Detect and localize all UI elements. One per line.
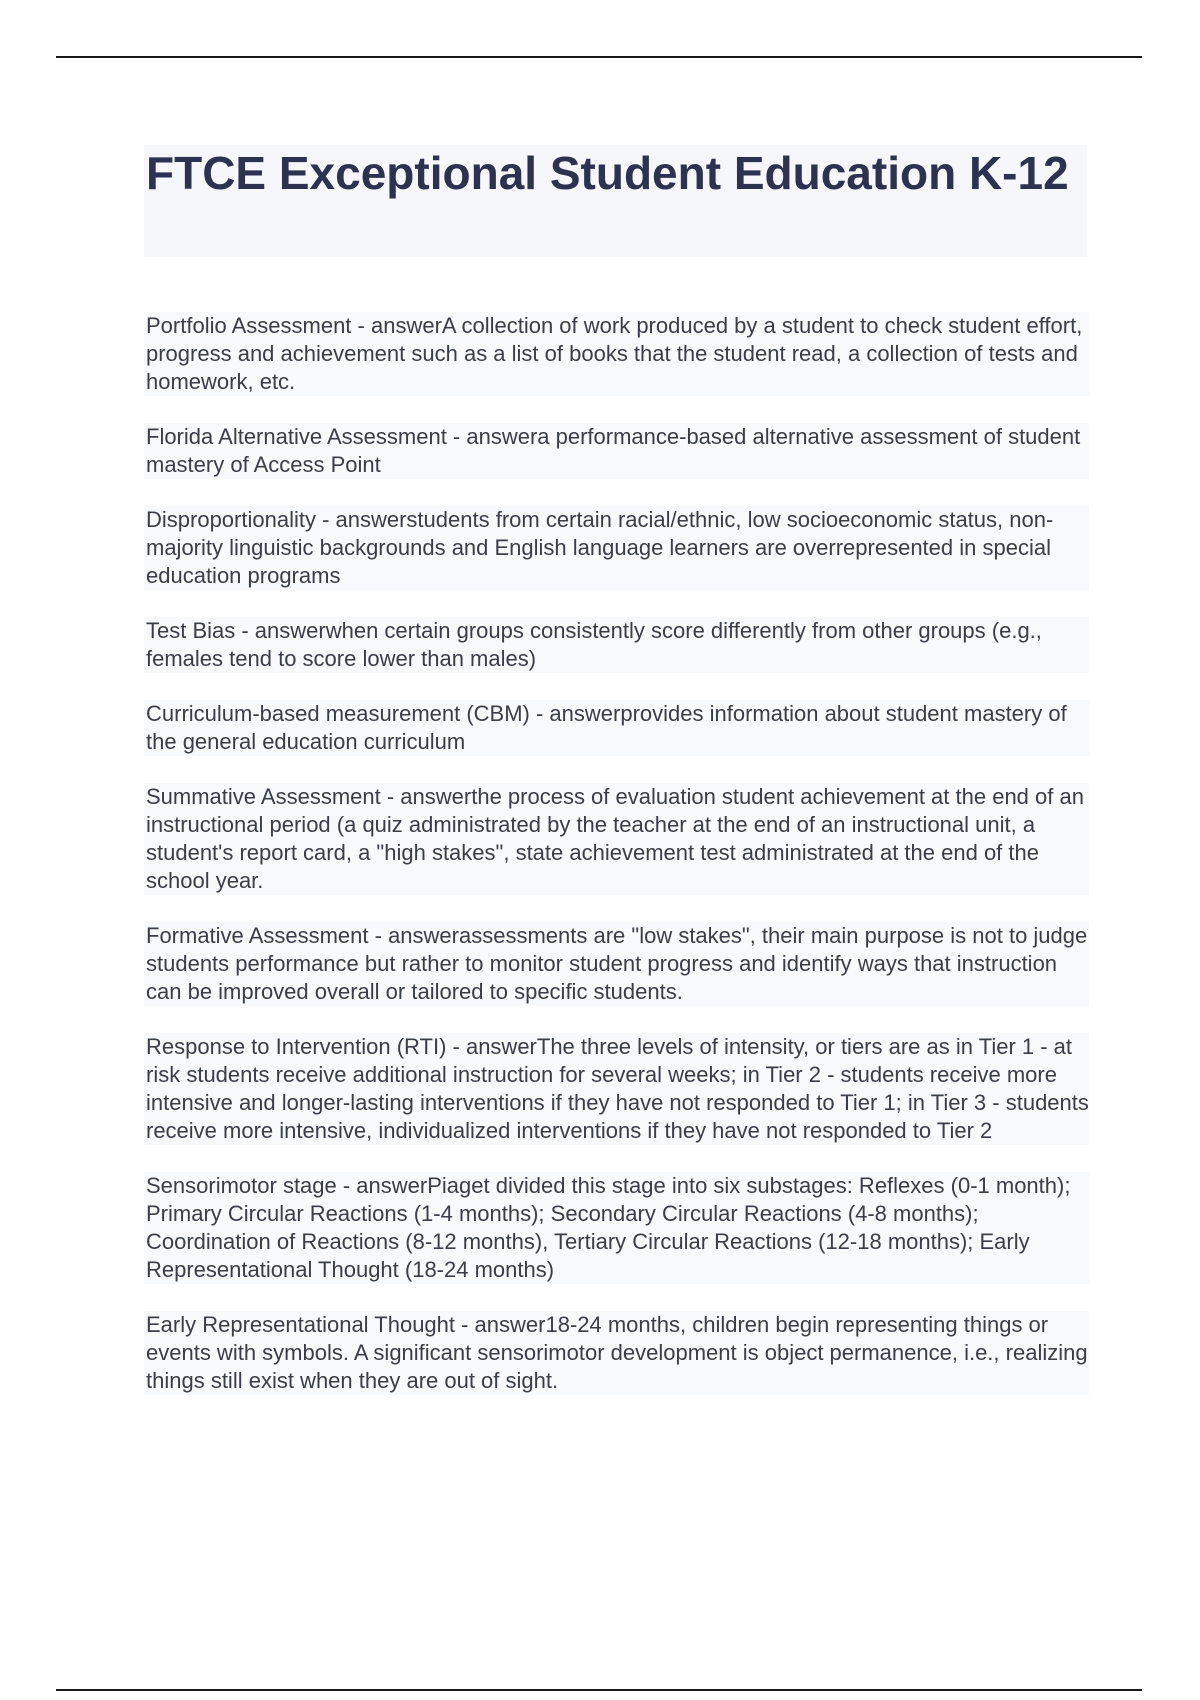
flashcard-entry: Formative Assessment - answerassessments are "low stakes", their main purpose is not to judge students performance but rather to monitor student progress and identify ways that instruction can be improved overall or tailored to specific students. [146,923,1088,1004]
title-block [144,145,1087,257]
flashcard-entry: Early Representational Thought - answer18-24 months, children begin representing things or events with symbols. A significant sensorimotor development is object permanence, i.e., realizing things still exist when they are out of sight. [146,1312,1088,1393]
flashcard-entry: Curriculum-based measurement (CBM) - answerprovides information about student mastery of the general education curriculum [144,700,1089,756]
flashcard-list [144,312,1089,1422]
flashcard-entry: Sensorimotor stage - answerPiaget divided this stage into six substages: Reflexes (0-1 month); Primary Circular Reactions (1-4 months); Secondary Circular Reactions (4-8 months); Coordination of Reactions (8-12 months), Tertiary Circular Reactions (12-18 months); Early Representational Thought (18-24 months) [144,1172,1089,1284]
flashcard-entry: Portfolio Assessment - answerA collection of work produced by a student to check student effort, progress and achievement such as a list of books that the student read, a collection of tests and homework, etc. [144,312,1089,396]
flashcard-entry: Test Bias - answerwhen certain groups consistently score differently from other groups (e.g., females tend to score lower than males) [144,617,1089,673]
flashcard-entry: Response to Intervention (RTI) - answerThe three levels of intensity, or tiers are as in Tier 1 - at risk students receive additional instruction for several weeks; in Tier 2 - students receive more intensive and longer-lasting interventions if they have not responded to Tier 1; in Tier 3 - students receive more intensive, individualized interventions if they have not responded to Tier 2 [146,1034,1089,1143]
header-divider [56,56,1142,58]
flashcard-entry: Disproportionality - answerstudents from certain racial/ethnic, low socioeconomic status, non-majority linguistic backgrounds and English language learners are overrepresented in special education programs [144,506,1089,590]
flashcard-entry: Florida Alternative Assessment - answera performance-based alternative assessment of student mastery of Access Point [144,423,1089,479]
document-title: FTCE Exceptional Student Education K-12 [146,147,1069,199]
footer-divider [56,1689,1142,1691]
flashcard-entry: Summative Assessment - answerthe process of evaluation student achievement at the end of an instructional period (a quiz administrated by the teacher at the end of an instructional unit, a student's report card, a "high stakes", state achievement test administrated at the end of the school year. [144,783,1089,895]
